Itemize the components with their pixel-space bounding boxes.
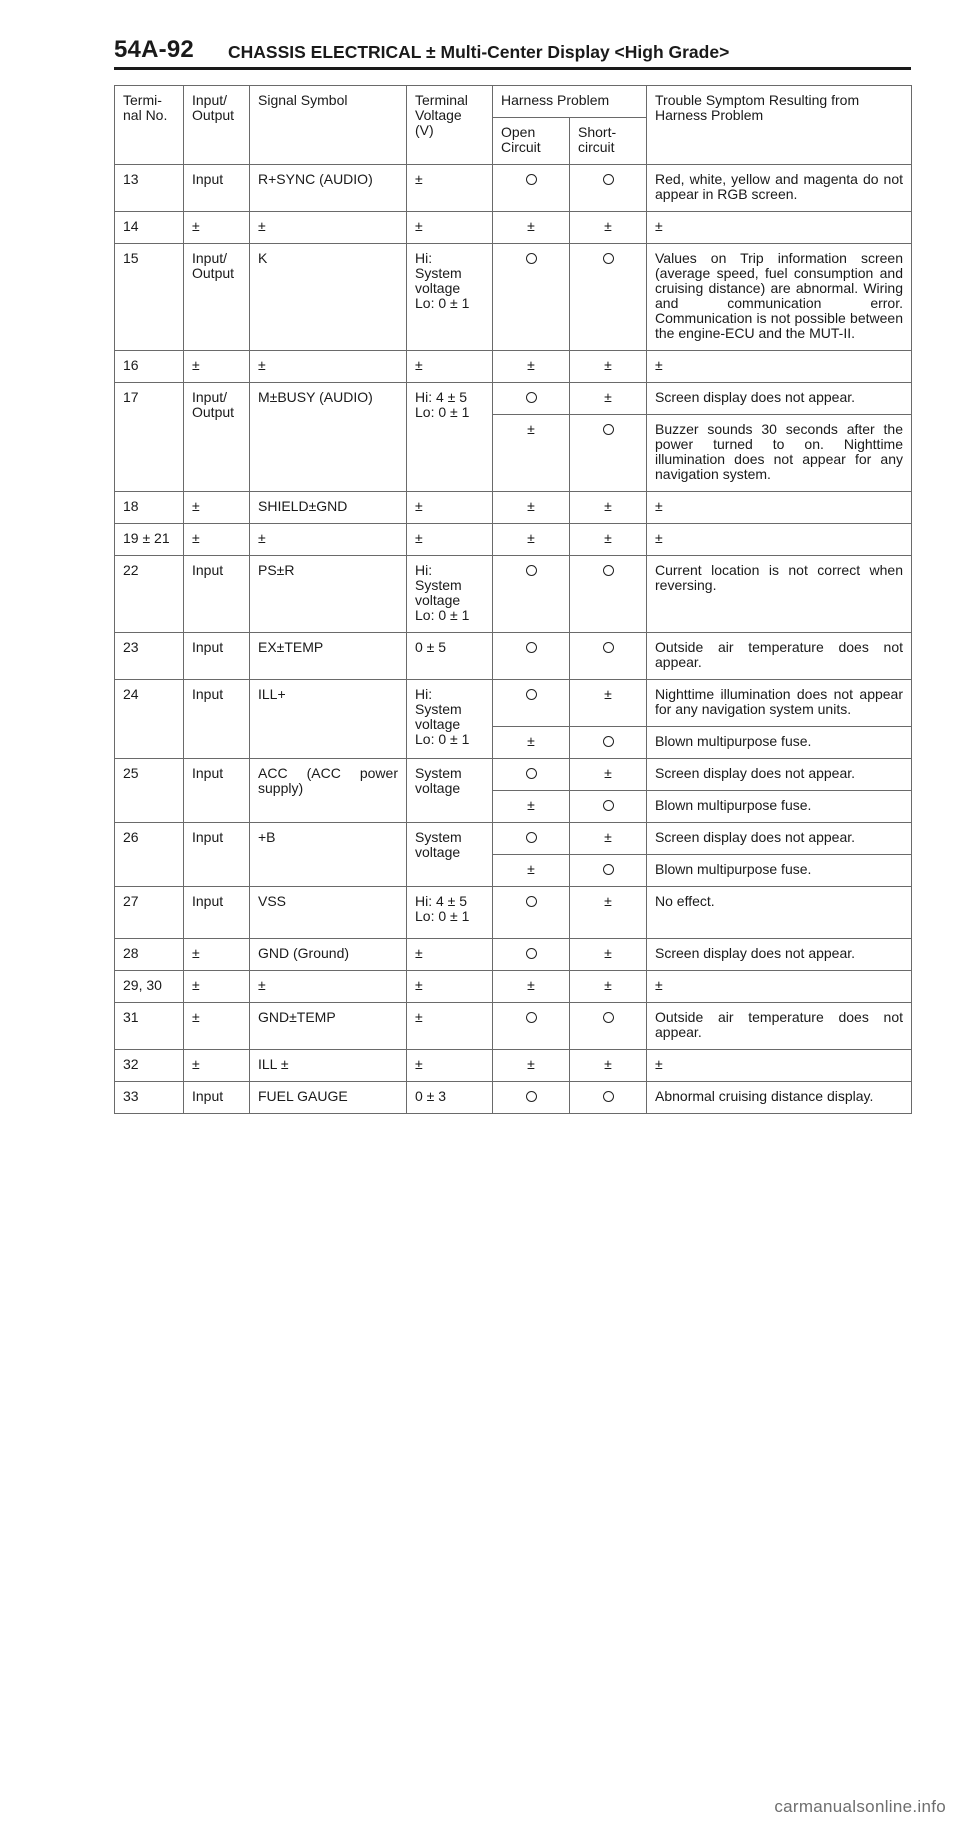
short-mark-circle-icon <box>603 800 614 811</box>
cell-short-circuit <box>570 823 647 855</box>
cell-line: ± <box>415 1009 423 1025</box>
cell-open-circuit <box>493 556 570 633</box>
cell-io <box>184 165 250 212</box>
cell-line: voltage <box>415 780 461 796</box>
cell-line: M±BUSY (AUDIO) <box>258 389 373 405</box>
cell-line: Input/ <box>192 389 228 405</box>
cell-voltage <box>407 1082 493 1114</box>
open-mark: ± <box>527 218 535 234</box>
open-mark: ± <box>527 357 535 373</box>
cell-line: voltage <box>415 716 461 732</box>
header-harness-problem: Harness Problem <box>493 86 647 118</box>
cell-open-circuit <box>493 1050 570 1082</box>
cell-line: Lo: 0 ± 1 <box>415 295 470 311</box>
cell-line: Lo: 0 ± 1 <box>415 908 470 924</box>
cell-voltage <box>407 680 493 759</box>
header-line: (V) <box>415 122 434 138</box>
cell-spacer <box>655 909 903 929</box>
header-line: Voltage <box>415 107 462 123</box>
open-mark-circle-icon <box>526 1091 537 1102</box>
cell-signal <box>250 971 407 1003</box>
cell-terminal-no: 23 <box>115 633 184 680</box>
short-mark: ± <box>604 357 612 373</box>
cell-signal <box>250 939 407 971</box>
cell-line: ± <box>415 530 423 546</box>
table-row <box>115 680 912 727</box>
cell-terminal-no: 29, 30 <box>115 971 184 1003</box>
header-line: Trouble Symptom Resulting from <box>655 92 860 108</box>
cell-line: VSS <box>258 893 287 909</box>
cell-short-circuit <box>570 1003 647 1050</box>
open-mark-circle-icon <box>526 689 537 700</box>
cell-symptom: Blown multipurpose fuse. <box>647 855 912 887</box>
short-mark: ± <box>604 498 612 514</box>
cell-line: FUEL GAUGE <box>258 1088 348 1104</box>
cell-symptom: Buzzer sounds 30 seconds after the power turned to on. Nighttime illumination does not appear for any navigation system. <box>647 415 912 492</box>
table-row <box>115 759 912 791</box>
cell-open-circuit <box>493 887 570 939</box>
cell-line: ± <box>258 530 266 546</box>
open-mark: ± <box>527 733 535 749</box>
cell-terminal-no: 24 <box>115 680 184 759</box>
short-mark-circle-icon <box>603 864 614 875</box>
header-line: Termi- <box>123 92 162 108</box>
cell-short-circuit <box>570 244 647 351</box>
header-line: nal No. <box>123 107 168 123</box>
short-mark: ± <box>604 218 612 234</box>
open-mark-circle-icon <box>526 565 537 576</box>
cell-terminal-no: 26 <box>115 823 184 887</box>
cell-io <box>184 556 250 633</box>
open-mark: ± <box>527 861 535 877</box>
cell-voltage <box>407 212 493 244</box>
cell-voltage <box>407 759 493 823</box>
terminal-spec-table <box>114 85 912 1114</box>
table-row <box>115 887 912 939</box>
cell-signal <box>250 887 407 939</box>
cell-voltage <box>407 1050 493 1082</box>
cell-line: ± <box>192 498 200 514</box>
table-row <box>115 524 912 556</box>
cell-line: ± <box>415 357 423 373</box>
cell-short-circuit <box>570 351 647 383</box>
page-title: CHASSIS ELECTRICAL ± Multi-Center Display <High Grade> <box>228 42 730 62</box>
header-signal: Signal Symbol <box>250 86 407 165</box>
cell-voltage <box>407 887 493 939</box>
cell-line: ± <box>415 218 423 234</box>
cell-symptom: Blown multipurpose fuse. <box>647 791 912 823</box>
cell-open-circuit <box>493 244 570 351</box>
cell-line: ± <box>192 530 200 546</box>
cell-io <box>184 212 250 244</box>
cell-line: Hi: 4 ± 5 <box>415 389 468 405</box>
cell-signal <box>250 556 407 633</box>
open-mark-circle-icon <box>526 174 537 185</box>
cell-line: Lo: 0 ± 1 <box>415 607 470 623</box>
cell-terminal-no: 32 <box>115 1050 184 1082</box>
cell-line: ± <box>258 977 266 993</box>
cell-line: ± <box>258 357 266 373</box>
header-line: Open <box>501 124 536 140</box>
cell-open-circuit <box>493 971 570 1003</box>
cell-line: GND (Ground) <box>258 945 350 961</box>
cell-open-circuit <box>493 383 570 415</box>
table-row <box>115 383 912 415</box>
open-mark-circle-icon <box>526 832 537 843</box>
cell-line: ± <box>192 1056 200 1072</box>
cell-open-circuit <box>493 633 570 680</box>
cell-short-circuit <box>570 633 647 680</box>
cell-io <box>184 680 250 759</box>
cell-io <box>184 759 250 823</box>
cell-io <box>184 1003 250 1050</box>
cell-symptom: Abnormal cruising distance display. <box>647 1082 912 1114</box>
short-mark: ± <box>604 686 612 702</box>
table-row <box>115 351 912 383</box>
page-number: 54A-92 <box>114 36 194 63</box>
cell-symptom: Red, white, yellow and magenta do not appear in RGB screen. <box>647 165 912 212</box>
cell-voltage <box>407 939 493 971</box>
cell-open-circuit <box>493 791 570 823</box>
cell-short-circuit <box>570 1082 647 1114</box>
cell-symptom: Outside air temperature does not appear. <box>647 633 912 680</box>
table-row <box>115 165 912 212</box>
cell-line: voltage <box>415 844 461 860</box>
cell-symptom: Values on Trip information screen (average speed, fuel consumption and cruising distance) are abnormal. Wiring and communication error. Communication is not possible between the engine-ECU and the MUT-II. <box>647 244 912 351</box>
cell-line: Input <box>192 1088 224 1104</box>
header-line: Short- <box>578 124 617 140</box>
table-row <box>115 1050 912 1082</box>
cell-io <box>184 633 250 680</box>
cell-line: 0 ± 5 <box>415 639 447 655</box>
cell-line: Input <box>192 171 224 187</box>
cell-short-circuit <box>570 680 647 727</box>
cell-symptom: ± <box>647 971 912 1003</box>
cell-open-circuit <box>493 492 570 524</box>
cell-short-circuit <box>570 492 647 524</box>
header-terminal-no <box>115 86 184 165</box>
cell-voltage <box>407 971 493 1003</box>
short-mark: ± <box>604 389 612 405</box>
cell-terminal-no: 15 <box>115 244 184 351</box>
cell-line: ± <box>415 1056 423 1072</box>
cell-open-circuit <box>493 855 570 887</box>
cell-signal <box>250 165 407 212</box>
cell-open-circuit <box>493 165 570 212</box>
cell-symptom: Outside air temperature does not appear. <box>647 1003 912 1050</box>
cell-voltage <box>407 165 493 212</box>
table-row <box>115 212 912 244</box>
cell-signal <box>250 244 407 351</box>
cell-short-circuit <box>570 727 647 759</box>
short-mark: ± <box>604 829 612 845</box>
cell-terminal-no: 28 <box>115 939 184 971</box>
cell-symptom: Screen display does not appear. <box>647 759 912 791</box>
cell-voltage <box>407 383 493 492</box>
cell-voltage <box>407 244 493 351</box>
cell-signal <box>250 680 407 759</box>
header-line: circuit <box>578 139 615 155</box>
short-mark: ± <box>604 1056 612 1072</box>
cell-io <box>184 1082 250 1114</box>
open-mark-circle-icon <box>526 392 537 403</box>
cell-symptom: ± <box>647 1050 912 1082</box>
cell-signal <box>250 1003 407 1050</box>
cell-line: System <box>415 765 462 781</box>
cell-line: K <box>258 250 268 266</box>
cell-line: ± <box>258 218 266 234</box>
short-mark-circle-icon <box>603 424 614 435</box>
table-row <box>115 556 912 633</box>
cell-io <box>184 383 250 492</box>
cell-signal <box>250 759 407 823</box>
cell-signal <box>250 212 407 244</box>
cell-symptom: ± <box>647 492 912 524</box>
cell-terminal-no: 17 <box>115 383 184 492</box>
site-watermark: carmanualsonline.info <box>774 1797 946 1816</box>
open-mark-circle-icon <box>526 253 537 264</box>
short-mark-circle-icon <box>603 1012 614 1023</box>
cell-io <box>184 244 250 351</box>
cell-line: ± <box>192 357 200 373</box>
short-mark-circle-icon <box>603 1091 614 1102</box>
cell-line: ± <box>415 171 423 187</box>
cell-short-circuit <box>570 855 647 887</box>
cell-line: ILL ± <box>258 1056 289 1072</box>
cell-line: Input <box>192 639 224 655</box>
cell-line: 0 ± 3 <box>415 1088 447 1104</box>
cell-line: +B <box>258 829 276 845</box>
cell-terminal-no: 14 <box>115 212 184 244</box>
cell-line: System <box>415 701 462 717</box>
cell-terminal-no: 27 <box>115 887 184 939</box>
cell-short-circuit <box>570 887 647 939</box>
cell-voltage <box>407 556 493 633</box>
short-mark: ± <box>604 765 612 781</box>
cell-line: Hi: <box>415 686 433 702</box>
cell-short-circuit <box>570 383 647 415</box>
cell-line: System <box>415 577 462 593</box>
open-mark: ± <box>527 530 535 546</box>
cell-line: voltage <box>415 280 461 296</box>
cell-terminal-no: 19 ± 21 <box>115 524 184 556</box>
cell-open-circuit <box>493 727 570 759</box>
cell-short-circuit <box>570 791 647 823</box>
cell-io <box>184 524 250 556</box>
header-rule <box>114 67 911 70</box>
cell-short-circuit <box>570 212 647 244</box>
cell-io <box>184 351 250 383</box>
cell-symptom: ± <box>647 524 912 556</box>
cell-line: Hi: <box>415 562 433 578</box>
cell-open-circuit <box>493 1003 570 1050</box>
header-line: Terminal <box>415 92 468 108</box>
cell-line: ± <box>192 977 200 993</box>
cell-symptom: Screen display does not appear. <box>647 939 912 971</box>
header-voltage <box>407 86 493 165</box>
cell-open-circuit <box>493 351 570 383</box>
cell-symptom: Current location is not correct when reversing. <box>647 556 912 633</box>
cell-line: voltage <box>415 592 461 608</box>
cell-terminal-no: 16 <box>115 351 184 383</box>
cell-terminal-no: 33 <box>115 1082 184 1114</box>
cell-terminal-no: 25 <box>115 759 184 823</box>
cell-open-circuit <box>493 415 570 492</box>
cell-line: Output <box>192 404 235 420</box>
short-mark-circle-icon <box>603 253 614 264</box>
cell-short-circuit <box>570 1050 647 1082</box>
table-header-row <box>115 86 912 118</box>
short-mark-circle-icon <box>603 565 614 576</box>
open-mark-circle-icon <box>526 1012 537 1023</box>
cell-terminal-no: 18 <box>115 492 184 524</box>
cell-line: Input <box>192 893 224 909</box>
cell-line: Input <box>192 686 224 702</box>
table-row <box>115 1003 912 1050</box>
open-mark-circle-icon <box>526 896 537 907</box>
header-line: Circuit <box>501 139 541 155</box>
open-mark: ± <box>527 421 535 437</box>
cell-line: SHIELD±GND <box>258 498 348 514</box>
cell-line: ± <box>192 1009 200 1025</box>
table-row <box>115 971 912 1003</box>
open-mark: ± <box>527 977 535 993</box>
cell-short-circuit <box>570 556 647 633</box>
cell-signal <box>250 492 407 524</box>
cell-line: ± <box>192 945 200 961</box>
cell-line: ± <box>415 977 423 993</box>
cell-line: Input <box>192 765 224 781</box>
header-short-circuit <box>570 118 647 165</box>
cell-line: Hi: 4 ± 5 <box>415 893 468 909</box>
cell-symptom: No effect. <box>647 887 912 939</box>
cell-voltage <box>407 633 493 680</box>
cell-line: ± <box>415 945 423 961</box>
table-row <box>115 823 912 855</box>
cell-voltage <box>407 823 493 887</box>
cell-line: Output <box>192 265 235 281</box>
cell-io <box>184 971 250 1003</box>
cell-short-circuit <box>570 759 647 791</box>
short-mark: ± <box>604 530 612 546</box>
cell-symptom: Screen display does not appear. <box>647 823 912 855</box>
cell-line: Input/ <box>192 250 228 266</box>
cell-io <box>184 939 250 971</box>
cell-signal <box>250 383 407 492</box>
short-mark-circle-icon <box>603 736 614 747</box>
cell-io <box>184 1050 250 1082</box>
cell-line: Input <box>192 562 224 578</box>
cell-line: R+SYNC (AUDIO) <box>258 171 373 187</box>
table-row <box>115 244 912 351</box>
cell-voltage <box>407 524 493 556</box>
cell-line: System <box>415 829 462 845</box>
cell-short-circuit <box>570 165 647 212</box>
cell-open-circuit <box>493 939 570 971</box>
header-line: Input/ <box>192 92 228 108</box>
cell-symptom: Blown multipurpose fuse. <box>647 727 912 759</box>
cell-line: Hi: <box>415 250 433 266</box>
cell-line: Input <box>192 829 224 845</box>
cell-line: Lo: 0 ± 1 <box>415 404 470 420</box>
open-mark-circle-icon <box>526 642 537 653</box>
cell-line: Lo: 0 ± 1 <box>415 731 470 747</box>
cell-terminal-no: 31 <box>115 1003 184 1050</box>
cell-line: ACC (ACC power supply) <box>258 765 398 796</box>
cell-signal <box>250 351 407 383</box>
open-mark: ± <box>527 498 535 514</box>
cell-line: ± <box>415 498 423 514</box>
cell-io <box>184 887 250 939</box>
cell-line: GND±TEMP <box>258 1009 336 1025</box>
cell-signal <box>250 633 407 680</box>
open-mark-circle-icon <box>526 768 537 779</box>
cell-open-circuit <box>493 823 570 855</box>
cell-symptom: ± <box>647 351 912 383</box>
cell-short-circuit <box>570 524 647 556</box>
cell-symptom: ± <box>647 212 912 244</box>
cell-terminal-no: 22 <box>115 556 184 633</box>
cell-short-circuit <box>570 939 647 971</box>
open-mark: ± <box>527 1056 535 1072</box>
cell-line: PS±R <box>258 562 295 578</box>
header-io <box>184 86 250 165</box>
cell-open-circuit <box>493 680 570 727</box>
open-mark-circle-icon <box>526 948 537 959</box>
table-row <box>115 1082 912 1114</box>
cell-line: System <box>415 265 462 281</box>
cell-voltage <box>407 351 493 383</box>
cell-signal <box>250 1050 407 1082</box>
header-open-circuit <box>493 118 570 165</box>
header-line: Harness Problem <box>655 107 764 123</box>
cell-symptom: Screen display does not appear. <box>647 383 912 415</box>
cell-io <box>184 823 250 887</box>
cell-line: ± <box>192 218 200 234</box>
short-mark: ± <box>604 977 612 993</box>
header-symptom <box>647 86 912 165</box>
cell-open-circuit <box>493 1082 570 1114</box>
cell-line: EX±TEMP <box>258 639 324 655</box>
cell-voltage <box>407 1003 493 1050</box>
table-row <box>115 492 912 524</box>
table-body <box>115 86 912 1114</box>
cell-signal <box>250 1082 407 1114</box>
cell-symptom: Nighttime illumination does not appear for any navigation system units. <box>647 680 912 727</box>
cell-short-circuit <box>570 415 647 492</box>
cell-voltage <box>407 492 493 524</box>
cell-line: ILL+ <box>258 686 286 702</box>
table-row <box>115 939 912 971</box>
open-mark: ± <box>527 797 535 813</box>
cell-io <box>184 492 250 524</box>
header-line: Output <box>192 107 235 123</box>
cell-signal <box>250 823 407 887</box>
cell-terminal-no: 13 <box>115 165 184 212</box>
cell-signal <box>250 524 407 556</box>
short-mark: ± <box>604 945 612 961</box>
table-row <box>115 633 912 680</box>
short-mark: ± <box>604 893 612 909</box>
short-mark-circle-icon <box>603 642 614 653</box>
cell-open-circuit <box>493 759 570 791</box>
cell-short-circuit <box>570 971 647 1003</box>
cell-open-circuit <box>493 524 570 556</box>
short-mark-circle-icon <box>603 174 614 185</box>
cell-open-circuit <box>493 212 570 244</box>
